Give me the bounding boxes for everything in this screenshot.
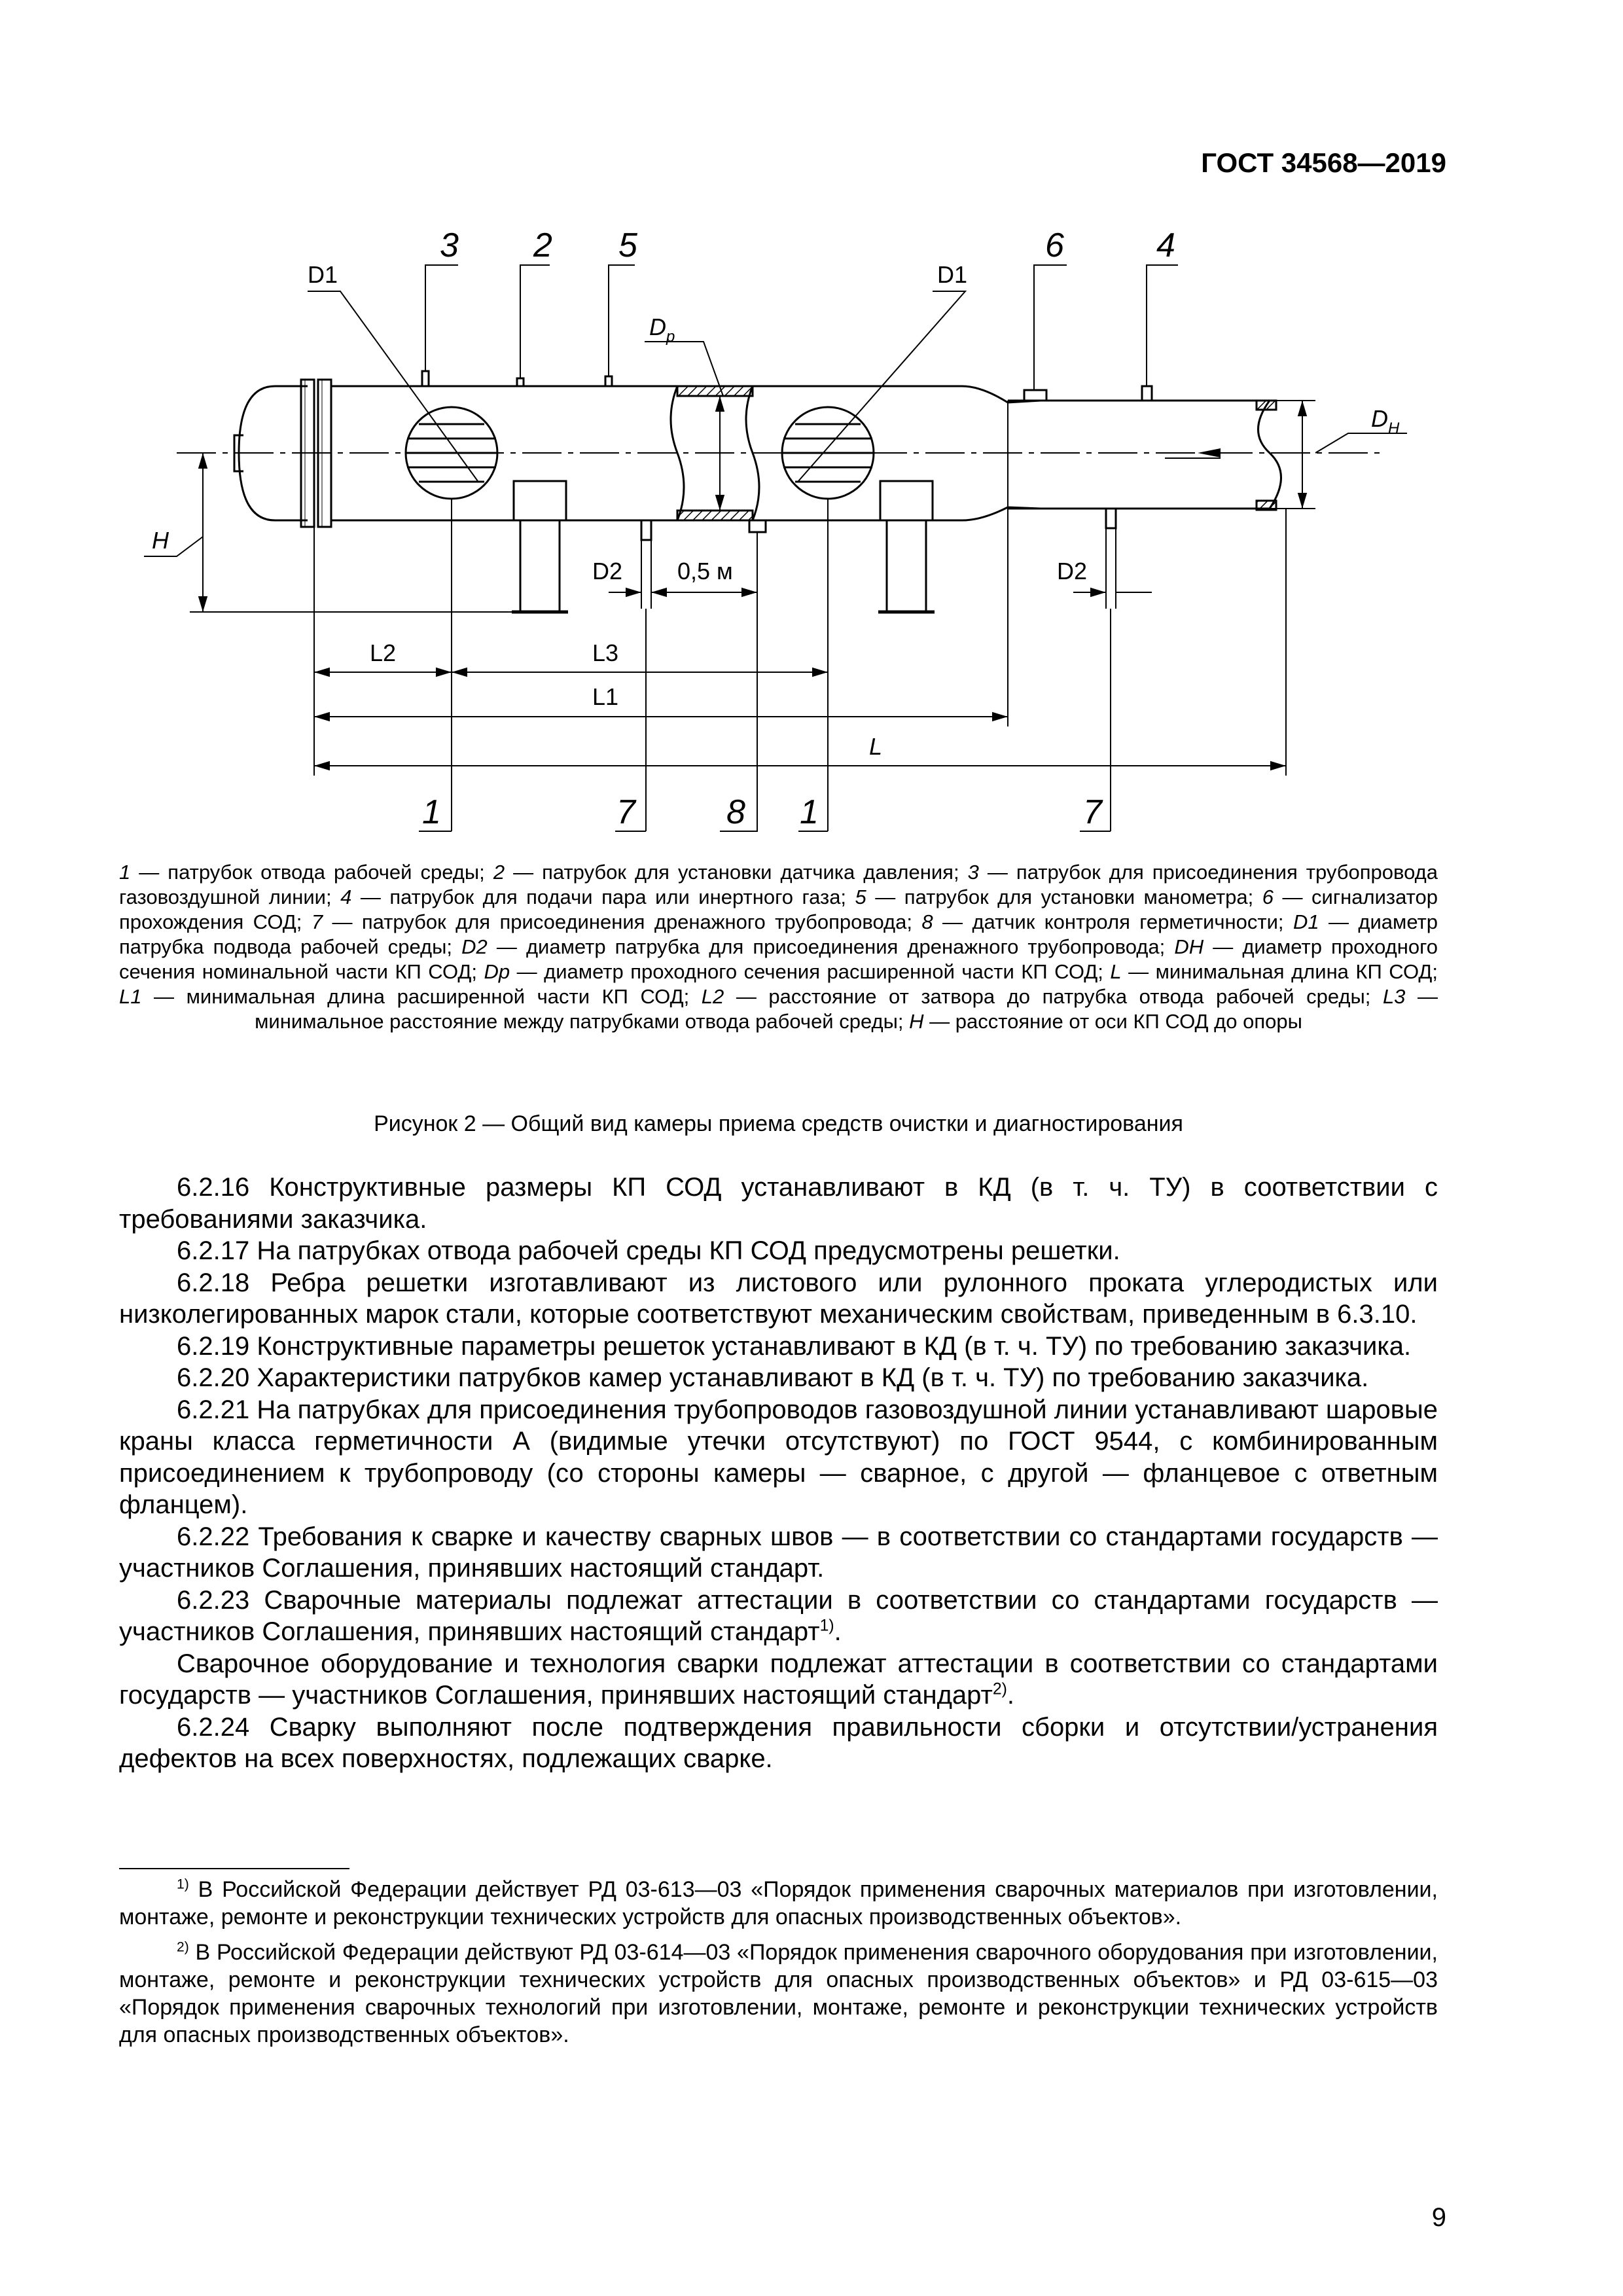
label-dn: $D_Н$ — [1371, 405, 1400, 437]
flow-arrow-icon — [1198, 448, 1221, 457]
legend-item: DН — диаметр проходного сечения номинальной части КП СОД; — [119, 935, 1438, 983]
paragraph-6-2-23: 6.2.23 Сварочные материалы подлежат аттестации в соответствии со стандартами государств — участников Соглашения, принявших настоящий стандарт$^{1)}$. — [119, 1585, 1438, 1646]
figure-legend — [119, 860, 1438, 1034]
legend-item: 8 — датчик контроля герметичности; — [921, 910, 1293, 933]
paragraph-6-2-16: 6.2.16 Конструктивные размеры КП СОД устанавливают в КД (в т. ч. ТУ) в соответствии с требованиями заказчика. — [119, 1173, 1438, 1234]
legend-item: D2 — диаметр патрубка для присоединения дренажного трубопровода; — [461, 935, 1175, 958]
label-d2-right: D2 — [1057, 558, 1088, 584]
legend-item: L1 — минимальная длина расширенной части КП СОД; — [119, 985, 702, 1008]
document-header: ГОСТ 34568—2019 — [1201, 147, 1446, 178]
label-d1-left: D1 — [308, 261, 338, 288]
paragraph-6-2-19: 6.2.19 Конструктивные параметры решеток устанавливают в КД (в т. ч. ТУ) по требованию заказчика. — [177, 1331, 1412, 1361]
label-h: H — [152, 527, 169, 554]
legend-item: L2 — расстояние от затвора до патрубка отвода рабочей среды; — [701, 985, 1383, 1008]
page-number: 9 — [1431, 2203, 1446, 2232]
callout-7b: 7 — [1083, 793, 1102, 831]
nozzle-4 — [1142, 386, 1152, 401]
footnote-ref-2[interactable]: 2) — [992, 1680, 1007, 1698]
footnote-ref-1[interactable]: 1) — [819, 1617, 834, 1635]
label-l1: L1 — [592, 683, 619, 710]
callout-4: 4 — [1156, 226, 1175, 264]
paragraph-6-2-22: 6.2.22 Требования к сварке и качеству сварных швов — в соответствии со стандартами государств — участников Соглашения, принявших настоящий стандарт. — [119, 1522, 1438, 1583]
callout-2: 2 — [533, 226, 552, 264]
footnote-separator — [119, 1868, 349, 1869]
support-2 — [878, 481, 935, 612]
label-l3: L3 — [592, 639, 619, 666]
legend-item: 7 — патрубок для присоединения дренажного трубопровода; — [311, 910, 922, 933]
paragraph-6-2-20: 6.2.20 Характеристики патрубков камер устанавливают в КД (в т. ч. ТУ) по требованию заказчика. — [177, 1363, 1369, 1392]
pig-receiver-drawing — [111, 216, 1512, 844]
legend-item: 2 — патрубок для установки датчика давления; — [493, 861, 968, 884]
nozzle-3 — [422, 371, 429, 386]
label-half-meter: 0,5 м — [677, 558, 733, 584]
label-l2: L2 — [370, 639, 397, 666]
nozzle-5 — [605, 376, 612, 386]
legend-item: 5 — патрубок для установки манометра; — [855, 886, 1262, 908]
label-d2-left: D2 — [592, 558, 623, 584]
legend-item: L3 — минимальное расстояние между патрубками отвода рабочей среды; — [255, 985, 1438, 1033]
callout-1b: 1 — [800, 793, 819, 831]
paragraph-6-2-23-b: Сварочное оборудование и технология сварки подлежат аттестации в соответствии со стандартами государств — участников Соглашения, принявших настоящий стандарт$^{2)}$. — [119, 1649, 1438, 1710]
legend-item: Dр — диаметр проходного сечения расширенной части КП СОД; — [484, 960, 1111, 983]
wall-section-top — [677, 386, 753, 396]
paragraph-6-2-24: 6.2.24 Сварку выполняют после подтверждения правильности сборки и отсутствии/устранения дефектов на всех поверхностях, подлежащих сварке. — [119, 1712, 1438, 1773]
callout-1a: 1 — [422, 793, 441, 831]
outlet-grille-1 — [406, 407, 497, 499]
pipe-break-end — [1258, 401, 1281, 509]
figure-caption: Рисунок 2 — Общий вид камеры приема средств очистки и диагностирования — [374, 1111, 1183, 1136]
nozzle-6 — [1024, 390, 1046, 401]
label-l: L — [869, 733, 883, 760]
nozzle-2 — [517, 378, 524, 386]
drain-nozzle-2 — [1106, 509, 1116, 528]
callout-8: 8 — [726, 793, 745, 831]
support-1 — [512, 481, 568, 612]
sensor-8 — [749, 520, 766, 532]
body-text — [119, 1172, 1438, 1775]
outlet-grille-2 — [782, 407, 874, 499]
legend-item: 1 — патрубок отвода рабочей среды; — [119, 861, 493, 884]
paragraph-6-2-21: 6.2.21 На патрубках для присоединения трубопроводов газовоздушной линии устанавливают шаровые краны класса герметичности А (видимые утечки отсутствуют) по ГОСТ 9544, с комбинированным присоединением к трубопроводу (со стороны камеры — сварное, с другой — фланцевое с ответным фланцем). — [119, 1395, 1438, 1519]
legend-item: D1 — диаметр патрубка подвода рабочей среды; — [119, 910, 1438, 958]
legend-item: 4 — патрубок для подачи пара или инертного газа; — [340, 886, 855, 908]
footnote-1: $^{1)}$ В Российской Федерации действует РД 03-613—03 «Порядок применения сварочных материалов при изготовлении, монтаже, ремонте и реконструкции технических устройств для опасных производственных объектов». — [119, 1876, 1438, 1929]
callout-3: 3 — [440, 226, 459, 264]
callout-5: 5 — [618, 226, 637, 264]
callout-6: 6 — [1045, 226, 1064, 264]
footnote-2: $^{2)}$ В Российской Федерации действуют РД 03-614—03 «Порядок применения сварочного оборудования при изготовлении, монтаже, ремонте и реконструкции технических устройств для опасных производственных объектов» и РД 03-615—03 «Порядок применения сварочных технологий при изготовлении, монтаже, ремонте и реконструкции технических устройств для опасных производственных объектов». — [119, 1939, 1438, 2047]
paragraph-6-2-18: 6.2.18 Ребра решетки изготавливают из листового или рулонного проката углеродистых или низколегированных марок стали, которые соответствуют механическим свойствам, приведенным в 6.3.10. — [119, 1268, 1438, 1329]
paragraph-6-2-17: 6.2.17 На патрубках отвода рабочей среды КП СОД предусмотрены решетки. — [177, 1236, 1120, 1265]
drain-nozzle-1 — [641, 520, 651, 540]
legend-item: L — минимальная длина КП СОД; — [1110, 960, 1438, 983]
label-dp: $D_р$ — [649, 314, 675, 346]
wall-section-bottom — [677, 511, 753, 520]
legend-item: H — расстояние от оси КП СОД до опоры — [909, 1010, 1302, 1033]
legend-item: 3 — патрубок для присоединения трубопровода газовоздушной линии; — [119, 861, 1438, 908]
label-d1-right: D1 — [937, 261, 968, 288]
callout-7a: 7 — [616, 793, 635, 831]
legend-item: 6 — сигнализатор прохождения СОД; — [119, 886, 1438, 933]
footnotes — [119, 1876, 1438, 2056]
